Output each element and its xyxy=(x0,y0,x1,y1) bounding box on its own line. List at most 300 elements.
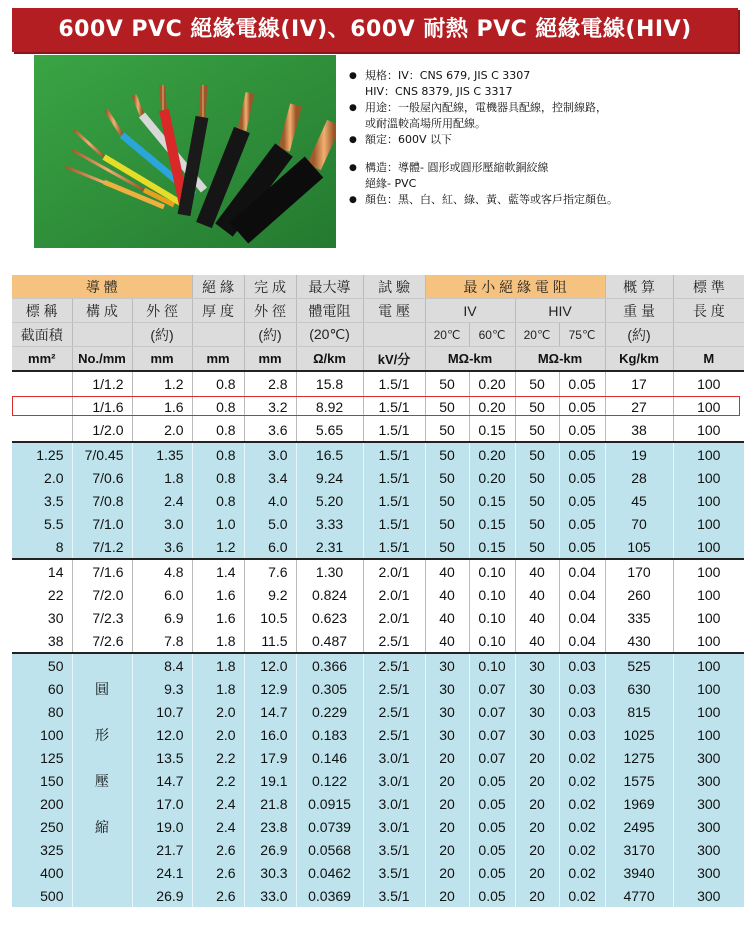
cell-outer-diameter: 1.8 xyxy=(132,466,192,489)
cell-finished-diameter: 14.7 xyxy=(244,700,296,723)
cell-finished-diameter: 21.8 xyxy=(244,792,296,815)
spec-standard-cont-text: HIV：CNS 8379, JIS C 3317 xyxy=(365,85,513,98)
cell-max-resistance: 5.65 xyxy=(296,418,363,442)
cell-test-voltage: 1.5/1 xyxy=(363,395,425,418)
bullet-icon: ● xyxy=(349,195,357,205)
compressed-label-cell: 圓 xyxy=(72,677,132,700)
cell-hiv-75c: 0.02 xyxy=(559,884,605,907)
cell-finished-diameter: 19.1 xyxy=(244,769,296,792)
cell-iv-20c: 50 xyxy=(425,442,469,466)
cell-insulation-thickness: 1.8 xyxy=(192,629,244,653)
cell-finished-diameter: 10.5 xyxy=(244,606,296,629)
cell-approx-weight: 335 xyxy=(605,606,673,629)
cell-hiv-75c: 0.05 xyxy=(559,489,605,512)
cell-insulation-thickness: 0.8 xyxy=(192,395,244,418)
cell-iv-60c: 0.07 xyxy=(469,723,515,746)
unit-no-mm: No./mm xyxy=(72,347,132,372)
cell-hiv-75c: 0.02 xyxy=(559,769,605,792)
cell-max-resistance: 0.0568 xyxy=(296,838,363,861)
cell-insulation-thickness: 1.8 xyxy=(192,653,244,677)
cell-hiv-20c: 30 xyxy=(515,700,559,723)
cable-photo xyxy=(34,55,336,248)
header-blank xyxy=(192,323,244,347)
cell-approx-weight: 4770 xyxy=(605,884,673,907)
header-hiv: HIV xyxy=(515,299,605,323)
cell-max-resistance: 0.305 xyxy=(296,677,363,700)
cell-max-resistance: 2.31 xyxy=(296,535,363,559)
cell-insulation-thickness: 1.8 xyxy=(192,677,244,700)
cell-max-resistance: 0.183 xyxy=(296,723,363,746)
cell-test-voltage: 3.0/1 xyxy=(363,792,425,815)
cell-outer-diameter: 14.7 xyxy=(132,769,192,792)
cell-hiv-75c: 0.03 xyxy=(559,653,605,677)
cell-iv-20c: 20 xyxy=(425,884,469,907)
header-length: 長 度 xyxy=(673,299,744,323)
cell-nominal-area: 22 xyxy=(12,583,72,606)
cell-hiv-20c: 50 xyxy=(515,466,559,489)
cell-standard-length: 100 xyxy=(673,535,744,559)
cell-nominal-area: 500 xyxy=(12,884,72,907)
header-min-insulation-resistance: 最 小 絕 緣 電 阻 xyxy=(425,275,605,299)
cell-standard-length: 100 xyxy=(673,583,744,606)
cell-max-resistance: 0.0915 xyxy=(296,792,363,815)
cell-iv-20c: 20 xyxy=(425,838,469,861)
bullet-icon: ● xyxy=(349,135,357,145)
cell-max-resistance: 3.33 xyxy=(296,512,363,535)
cell-hiv-20c: 50 xyxy=(515,512,559,535)
table-row xyxy=(12,418,744,442)
cell-outer-diameter: 2.0 xyxy=(132,418,192,442)
cell-outer-diameter: 1.2 xyxy=(132,371,192,395)
cell-hiv-75c: 0.02 xyxy=(559,792,605,815)
cell-construction: 1/2.0 xyxy=(72,418,132,442)
cell-finished-diameter: 5.0 xyxy=(244,512,296,535)
cell-insulation-thickness: 2.6 xyxy=(192,861,244,884)
cell-approx-weight: 525 xyxy=(605,653,673,677)
cell-hiv-20c: 20 xyxy=(515,792,559,815)
cell-hiv-20c: 50 xyxy=(515,395,559,418)
cell-finished-diameter: 16.0 xyxy=(244,723,296,746)
cell-iv-20c: 40 xyxy=(425,606,469,629)
cell-iv-20c: 50 xyxy=(425,535,469,559)
cell-standard-length: 100 xyxy=(673,512,744,535)
cell-approx-weight: 815 xyxy=(605,700,673,723)
cell-hiv-20c: 40 xyxy=(515,606,559,629)
header-outer-dia: 外 徑 xyxy=(132,299,192,323)
cell-max-resistance: 0.623 xyxy=(296,606,363,629)
unit-m: M xyxy=(673,347,744,372)
table-row xyxy=(12,629,744,653)
header-weight: 重 量 xyxy=(605,299,673,323)
compressed-label-cell xyxy=(72,700,132,723)
cell-finished-diameter: 17.9 xyxy=(244,746,296,769)
cell-max-resistance: 0.487 xyxy=(296,629,363,653)
table-row xyxy=(12,723,744,746)
cell-standard-length: 100 xyxy=(673,723,744,746)
cell-nominal-area: 8 xyxy=(12,535,72,559)
cell-outer-diameter: 4.8 xyxy=(132,559,192,583)
cell-hiv-20c: 20 xyxy=(515,884,559,907)
cell-test-voltage: 2.5/1 xyxy=(363,677,425,700)
cell-finished-diameter: 6.0 xyxy=(244,535,296,559)
unit-mm2: mm² xyxy=(12,347,72,372)
cell-standard-length: 300 xyxy=(673,792,744,815)
cell-standard-length: 300 xyxy=(673,861,744,884)
cell-nominal-area: 38 xyxy=(12,629,72,653)
table-row xyxy=(12,512,744,535)
cell-outer-diameter: 21.7 xyxy=(132,838,192,861)
cell-iv-60c: 0.10 xyxy=(469,629,515,653)
cell-hiv-20c: 20 xyxy=(515,769,559,792)
table-row xyxy=(12,884,744,907)
spec-usage-text: 用途：一般屋內配線，電機器具配線，控制線路， xyxy=(365,101,607,114)
table-row xyxy=(12,769,744,792)
cell-finished-diameter: 3.6 xyxy=(244,418,296,442)
spec-structure xyxy=(345,160,740,176)
cell-max-resistance: 0.0739 xyxy=(296,815,363,838)
cell-hiv-20c: 20 xyxy=(515,815,559,838)
cell-standard-length: 100 xyxy=(673,653,744,677)
spec-structure-cont-text: 絕緣- PVC xyxy=(365,177,417,190)
cell-outer-diameter: 9.3 xyxy=(132,677,192,700)
cell-iv-20c: 50 xyxy=(425,371,469,395)
cell-insulation-thickness: 2.6 xyxy=(192,838,244,861)
table-row xyxy=(12,442,744,466)
header-thickness: 厚 度 xyxy=(192,299,244,323)
compressed-label-cell xyxy=(72,653,132,677)
cell-max-resistance: 0.824 xyxy=(296,583,363,606)
table-row xyxy=(12,606,744,629)
table-row xyxy=(12,583,744,606)
cell-nominal-area: 100 xyxy=(12,723,72,746)
cable-samples-illustration xyxy=(34,55,336,248)
bullet-icon: ● xyxy=(349,163,357,173)
cell-test-voltage: 2.5/1 xyxy=(363,723,425,746)
cell-iv-20c: 50 xyxy=(425,418,469,442)
table-row xyxy=(12,677,744,700)
cell-iv-60c: 0.15 xyxy=(469,512,515,535)
cell-approx-weight: 3170 xyxy=(605,838,673,861)
cell-test-voltage: 2.0/1 xyxy=(363,606,425,629)
cell-max-resistance: 0.122 xyxy=(296,769,363,792)
cell-finished-diameter: 12.0 xyxy=(244,653,296,677)
cell-approx-weight: 105 xyxy=(605,535,673,559)
cell-approx-weight: 3940 xyxy=(605,861,673,884)
cell-test-voltage: 2.0/1 xyxy=(363,559,425,583)
compressed-label-cell: 形 xyxy=(72,723,132,746)
cell-nominal-area: 2.0 xyxy=(12,466,72,489)
cell-test-voltage: 2.5/1 xyxy=(363,700,425,723)
cell-standard-length: 100 xyxy=(673,466,744,489)
cell-iv-60c: 0.07 xyxy=(469,700,515,723)
header-hiv-75c: 75℃ xyxy=(559,323,605,347)
cell-insulation-thickness: 2.4 xyxy=(192,815,244,838)
spec-color xyxy=(345,192,740,208)
cell-approx-weight: 1025 xyxy=(605,723,673,746)
cell-approx-weight: 260 xyxy=(605,583,673,606)
cell-finished-diameter: 30.3 xyxy=(244,861,296,884)
table-row xyxy=(12,815,744,838)
cell-outer-diameter: 3.6 xyxy=(132,535,192,559)
header-finished: 完 成 xyxy=(244,275,296,299)
spec-structure-text: 構造：導體- 圓形或圓形壓縮軟銅絞線 xyxy=(365,161,549,174)
table-row xyxy=(12,746,744,769)
header-iv-20c: 20℃ xyxy=(425,323,469,347)
cell-hiv-20c: 30 xyxy=(515,677,559,700)
cell-iv-20c: 40 xyxy=(425,559,469,583)
header-blank xyxy=(363,323,425,347)
cell-iv-60c: 0.05 xyxy=(469,861,515,884)
cell-insulation-thickness: 2.6 xyxy=(192,884,244,907)
cell-iv-60c: 0.05 xyxy=(469,838,515,861)
cell-nominal-area: 80 xyxy=(12,700,72,723)
cell-outer-diameter: 10.7 xyxy=(132,700,192,723)
cell-construction: 7/2.6 xyxy=(72,629,132,653)
cell-max-resistance: 0.0369 xyxy=(296,884,363,907)
cell-test-voltage: 3.0/1 xyxy=(363,769,425,792)
cell-approx-weight: 19 xyxy=(605,442,673,466)
cell-finished-diameter: 26.9 xyxy=(244,838,296,861)
cell-insulation-thickness: 0.8 xyxy=(192,466,244,489)
table-row xyxy=(12,792,744,815)
cell-standard-length: 100 xyxy=(673,677,744,700)
header-max-conductor: 最大導 xyxy=(296,275,363,299)
cell-nominal-area: 200 xyxy=(12,792,72,815)
cell-standard-length: 300 xyxy=(673,815,744,838)
spec-list xyxy=(345,68,740,208)
cell-construction: 7/0.6 xyxy=(72,466,132,489)
cell-approx-weight: 430 xyxy=(605,629,673,653)
cell-max-resistance: 5.20 xyxy=(296,489,363,512)
header-resistance: 體電阻 xyxy=(296,299,363,323)
cell-nominal-area: 250 xyxy=(12,815,72,838)
cell-insulation-thickness: 0.8 xyxy=(192,442,244,466)
cell-hiv-75c: 0.03 xyxy=(559,700,605,723)
cell-finished-diameter: 3.4 xyxy=(244,466,296,489)
cell-test-voltage: 1.5/1 xyxy=(363,418,425,442)
cell-finished-diameter: 4.0 xyxy=(244,489,296,512)
cell-hiv-20c: 30 xyxy=(515,653,559,677)
header-standard: 標 準 xyxy=(673,275,744,299)
cell-iv-20c: 50 xyxy=(425,512,469,535)
cell-nominal-area: 30 xyxy=(12,606,72,629)
table-row xyxy=(12,700,744,723)
cell-hiv-75c: 0.05 xyxy=(559,535,605,559)
cell-hiv-75c: 0.02 xyxy=(559,861,605,884)
cell-iv-20c: 50 xyxy=(425,489,469,512)
cell-iv-60c: 0.07 xyxy=(469,746,515,769)
cell-iv-20c: 20 xyxy=(425,769,469,792)
cell-outer-diameter: 17.0 xyxy=(132,792,192,815)
cell-test-voltage: 1.5/1 xyxy=(363,466,425,489)
cell-test-voltage: 3.0/1 xyxy=(363,746,425,769)
cell-approx-weight: 70 xyxy=(605,512,673,535)
cell-nominal-area: 14 xyxy=(12,559,72,583)
cell-hiv-20c: 50 xyxy=(515,418,559,442)
cell-max-resistance: 0.229 xyxy=(296,700,363,723)
cell-nominal-area: 60 xyxy=(12,677,72,700)
cell-nominal-area: 3.5 xyxy=(12,489,72,512)
header-conductor: 導 體 xyxy=(12,275,192,299)
table-row xyxy=(12,489,744,512)
cell-finished-diameter: 12.9 xyxy=(244,677,296,700)
cell-hiv-75c: 0.04 xyxy=(559,583,605,606)
unit-kg-km: Kg/km xyxy=(605,347,673,372)
cell-iv-60c: 0.15 xyxy=(469,535,515,559)
cell-hiv-75c: 0.05 xyxy=(559,466,605,489)
cell-outer-diameter: 24.1 xyxy=(132,861,192,884)
header-iv: IV xyxy=(425,299,515,323)
cell-hiv-75c: 0.02 xyxy=(559,815,605,838)
cell-standard-length: 100 xyxy=(673,371,744,395)
unit-mohm-km: MΩ-km xyxy=(425,347,515,372)
cell-hiv-75c: 0.03 xyxy=(559,677,605,700)
cell-standard-length: 100 xyxy=(673,418,744,442)
cell-approx-weight: 170 xyxy=(605,559,673,583)
header-nominal: 標 稱 xyxy=(12,299,72,323)
cell-finished-diameter: 3.0 xyxy=(244,442,296,466)
cell-test-voltage: 1.5/1 xyxy=(363,489,425,512)
compressed-label-cell: 縮 xyxy=(72,815,132,838)
cell-finished-diameter: 23.8 xyxy=(244,815,296,838)
cell-outer-diameter: 1.6 xyxy=(132,395,192,418)
cell-nominal-area: 5.5 xyxy=(12,512,72,535)
compressed-label-cell xyxy=(72,884,132,907)
table-row xyxy=(12,535,744,559)
cell-standard-length: 100 xyxy=(673,700,744,723)
cell-outer-diameter: 19.0 xyxy=(132,815,192,838)
cell-nominal-area xyxy=(12,418,72,442)
header-row-2 xyxy=(12,299,744,323)
cell-nominal-area: 325 xyxy=(12,838,72,861)
cell-standard-length: 300 xyxy=(673,884,744,907)
cell-approx-weight: 28 xyxy=(605,466,673,489)
cell-hiv-20c: 50 xyxy=(515,442,559,466)
cell-max-resistance: 9.24 xyxy=(296,466,363,489)
table-row xyxy=(12,653,744,677)
table-row xyxy=(12,838,744,861)
cell-hiv-75c: 0.04 xyxy=(559,606,605,629)
cell-max-resistance: 16.5 xyxy=(296,442,363,466)
cell-approx-weight: 2495 xyxy=(605,815,673,838)
cell-hiv-75c: 0.05 xyxy=(559,395,605,418)
cell-iv-20c: 50 xyxy=(425,395,469,418)
cell-hiv-75c: 0.02 xyxy=(559,838,605,861)
cell-iv-20c: 30 xyxy=(425,723,469,746)
cell-standard-length: 100 xyxy=(673,395,744,418)
header-insulation: 絕 緣 xyxy=(192,275,244,299)
cell-insulation-thickness: 0.8 xyxy=(192,489,244,512)
table-row xyxy=(12,371,744,395)
cell-hiv-20c: 40 xyxy=(515,559,559,583)
header-blank xyxy=(72,323,132,347)
compressed-label-cell xyxy=(72,792,132,815)
cell-standard-length: 100 xyxy=(673,629,744,653)
spec-usage xyxy=(345,100,740,116)
cell-approx-weight: 1275 xyxy=(605,746,673,769)
cell-hiv-20c: 20 xyxy=(515,746,559,769)
cell-standard-length: 300 xyxy=(673,838,744,861)
cell-outer-diameter: 26.9 xyxy=(132,884,192,907)
cell-outer-diameter: 6.0 xyxy=(132,583,192,606)
cell-iv-60c: 0.05 xyxy=(469,884,515,907)
spec-color-text: 顏色：黑、白、紅、綠、黃、藍等或客戶指定顏色。 xyxy=(365,193,618,206)
header-approx: 概 算 xyxy=(605,275,673,299)
cell-test-voltage: 3.0/1 xyxy=(363,815,425,838)
spec-standard-cont xyxy=(345,84,740,100)
bullet-icon: ● xyxy=(349,71,357,81)
cell-approx-weight: 27 xyxy=(605,395,673,418)
cell-nominal-area: 400 xyxy=(12,861,72,884)
spec-standard xyxy=(345,68,740,84)
page-title: 600V PVC 絕緣電線(IV)、600V 耐熱 PVC 絕緣電線(HIV) xyxy=(12,8,738,52)
cell-hiv-75c: 0.05 xyxy=(559,418,605,442)
cell-outer-diameter: 7.8 xyxy=(132,629,192,653)
cell-outer-diameter: 12.0 xyxy=(132,723,192,746)
cell-iv-20c: 30 xyxy=(425,653,469,677)
cell-nominal-area: 50 xyxy=(12,653,72,677)
cell-nominal-area xyxy=(12,371,72,395)
cell-nominal-area: 1.25 xyxy=(12,442,72,466)
unit-mm: mm xyxy=(244,347,296,372)
cell-construction: 7/0.8 xyxy=(72,489,132,512)
cell-construction: 7/0.45 xyxy=(72,442,132,466)
header-test: 試 驗 xyxy=(363,275,425,299)
cell-iv-60c: 0.15 xyxy=(469,418,515,442)
cell-finished-diameter: 7.6 xyxy=(244,559,296,583)
cell-iv-60c: 0.10 xyxy=(469,606,515,629)
cell-hiv-75c: 0.03 xyxy=(559,723,605,746)
cell-construction: 7/1.0 xyxy=(72,512,132,535)
cell-iv-60c: 0.07 xyxy=(469,677,515,700)
cell-iv-60c: 0.20 xyxy=(469,466,515,489)
spec-table-body xyxy=(12,275,744,907)
spec-usage-cont xyxy=(345,116,740,132)
bullet-icon: ● xyxy=(349,103,357,113)
cell-nominal-area: 125 xyxy=(12,746,72,769)
cell-approx-weight: 1969 xyxy=(605,792,673,815)
cell-outer-diameter: 8.4 xyxy=(132,653,192,677)
header-cross-section: 截面積 xyxy=(12,323,72,347)
cell-iv-20c: 30 xyxy=(425,677,469,700)
cell-iv-60c: 0.05 xyxy=(469,815,515,838)
cell-test-voltage: 3.5/1 xyxy=(363,861,425,884)
cell-hiv-20c: 20 xyxy=(515,861,559,884)
header-approx-2: (約) xyxy=(244,323,296,347)
header-finished-dia: 外 徑 xyxy=(244,299,296,323)
cell-nominal-area xyxy=(12,395,72,418)
cell-construction: 1/1.2 xyxy=(72,371,132,395)
cell-finished-diameter: 3.2 xyxy=(244,395,296,418)
unit-mohm-km: MΩ-km xyxy=(515,347,605,372)
cell-hiv-20c: 50 xyxy=(515,371,559,395)
cell-construction: 7/2.3 xyxy=(72,606,132,629)
cell-approx-weight: 1575 xyxy=(605,769,673,792)
unit-kv-min: kV/分 xyxy=(363,347,425,372)
cell-outer-diameter: 3.0 xyxy=(132,512,192,535)
cell-iv-60c: 0.20 xyxy=(469,395,515,418)
cell-construction: 1/1.6 xyxy=(72,395,132,418)
cell-test-voltage: 3.5/1 xyxy=(363,884,425,907)
cell-max-resistance: 8.92 xyxy=(296,395,363,418)
cell-finished-diameter: 9.2 xyxy=(244,583,296,606)
cell-test-voltage: 2.0/1 xyxy=(363,583,425,606)
cell-nominal-area: 150 xyxy=(12,769,72,792)
cell-hiv-75c: 0.04 xyxy=(559,629,605,653)
cell-standard-length: 100 xyxy=(673,489,744,512)
compressed-label-cell: 壓 xyxy=(72,769,132,792)
cell-insulation-thickness: 0.8 xyxy=(192,371,244,395)
